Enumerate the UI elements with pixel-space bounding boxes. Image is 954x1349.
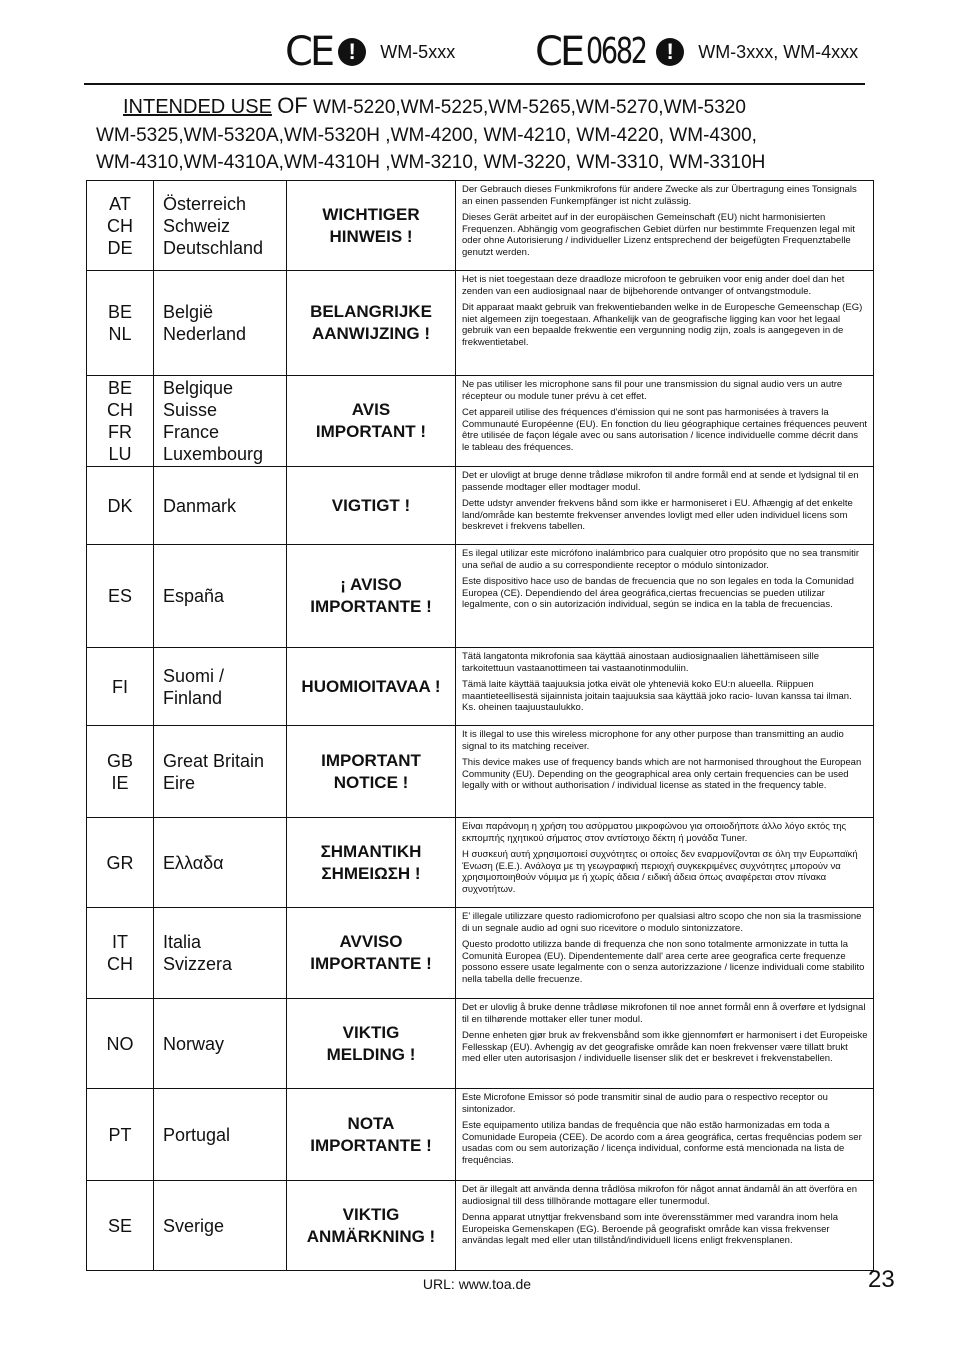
country-row xyxy=(87,648,874,726)
country-codes xyxy=(87,908,154,999)
notice-heading-line: BELANGRIJKE xyxy=(310,302,432,321)
notice-paragraph: Dit apparaat maakt gebruik van frekwentiebanden welke in de Europesche Gemeenschap (EG) niet algemeen zijn toegestaan. Afhankelijk van de geografische ligging kan voor het legaal gebruik van een bepaalde frekwentie een vergunning nodig zijn, zoals is aangegeven in de frekwentietabel. xyxy=(462,302,863,348)
notice-heading-line: IMPORTANT xyxy=(321,750,421,770)
country-name: Ελλαδα xyxy=(163,852,224,873)
notice-paragraph: Denna apparat utnyttjar frekvensband som inte överensstämmer med varandra inom hela Europeiska Gemenskapen (EG). Beroende på geografiskt område kan vissa frekvenser användas legalt med eller utan tillstånd/individuell licens enligt frekvensplanen. xyxy=(462,1212,838,1246)
alert-icon: ! xyxy=(656,38,684,66)
country-code: FI xyxy=(112,676,128,697)
ce-logo: CE xyxy=(535,29,583,75)
notice-text xyxy=(456,376,874,467)
country-row xyxy=(87,999,874,1089)
country-codes xyxy=(87,726,154,818)
notice-paragraph: Tätä langatonta mikrofonia saa käyttää ainostaan audiosignaalien lähettämiseen sille tarkoitettuun vastaanottimeen tai vastaanotinmoduliin. xyxy=(462,651,820,674)
notice-heading-line: ¡ AVISO xyxy=(340,575,402,594)
country-code: BE xyxy=(107,378,132,398)
notice-heading-line: ANMÄRKNING ! xyxy=(306,1226,436,1246)
notice-text xyxy=(456,467,874,545)
country-codes xyxy=(87,1181,154,1271)
country-name: Belgique xyxy=(163,378,234,398)
country-code: CH xyxy=(107,400,133,420)
country-name: Deutschland xyxy=(163,237,264,258)
notice-heading xyxy=(287,726,456,818)
notice-heading xyxy=(287,999,456,1089)
country-codes xyxy=(87,271,154,376)
country-name: Portugal xyxy=(163,1124,231,1145)
notice-paragraph: Este equipamento utiliza bandas de frequência que não estão harmonizadas em toda a Comunidade Europeia (CEE). De acordo com a área geográfica, certas frequências podem ser usadas com ou sem autorização / licença individual, conforme está mencionada na lista de frequências. xyxy=(462,1120,862,1166)
country-names xyxy=(154,376,287,467)
country-name: Sverige xyxy=(163,1215,225,1236)
notice-paragraph: Het is niet toegestaan deze draadloze microfoon te gebruiken voor enig ander doel dan het zenden van een audiosignaal naar de bijbehorende ontvanger of ontvangstmodule. xyxy=(462,274,845,297)
country-codes xyxy=(87,545,154,648)
country-notice-table xyxy=(86,180,874,1271)
country-name: Svizzera xyxy=(163,954,233,974)
country-names xyxy=(154,648,287,726)
notice-paragraph: Denne enheten gjør bruk av frekvensbånd som ikke gjennomført er harmonisert i det Europeiske Fellesskap (EU). Avhengig av det geografiske område kan noen frekvenser være tillatt brukt med eller uten autorisasjon / individuelle lisenser slik det er beskrevet i frekvenstabellen. xyxy=(462,1030,868,1064)
notice-text xyxy=(456,818,874,908)
country-name: Great Britain xyxy=(163,750,265,771)
country-code: CH xyxy=(107,954,133,974)
country-row xyxy=(87,545,874,648)
country-codes xyxy=(87,467,154,545)
country-code: CH xyxy=(107,215,133,236)
notice-paragraph: Είναι παράνομη η χρήση του ασύρματου μικροφώνου για οποιοδήποτε άλλο λόγο εκτός της εκπομπής ηχητικού σήματος στον αντίστοιχο δέκτη ή μονάδα Tuner. xyxy=(462,821,847,844)
intro-of: OF xyxy=(277,93,308,118)
notice-heading xyxy=(287,1181,456,1271)
notice-paragraph: Este Microfone Emissor só pode transmitir sinal de audio para o respectivo receptor ou sintonizador. xyxy=(462,1092,828,1115)
notice-heading xyxy=(287,818,456,908)
notice-paragraph: E' illegale utilizzare questo radiomicrofono per qualsiasi altro scopo che non sia la trasmissione di un segnale audio ad ogni suo ricevitore o modulo sintonizzatore. xyxy=(462,911,862,934)
compliance-header xyxy=(0,30,954,80)
intended-use-intro xyxy=(96,92,856,177)
notice-heading-line: IMPORTANT ! xyxy=(315,422,427,441)
footer-url: URL: www.toa.de xyxy=(422,1276,532,1292)
country-code: DK xyxy=(107,495,133,516)
ce-mark-wm3-wm4 xyxy=(535,30,858,74)
country-name: Italia xyxy=(163,932,202,952)
country-names xyxy=(154,726,287,818)
notice-heading-line: AVIS xyxy=(351,400,391,419)
notice-heading xyxy=(287,545,456,648)
notice-heading-line: IMPORTANTE ! xyxy=(310,1135,432,1155)
notice-heading-line: VIKTIG xyxy=(342,1204,400,1224)
country-code: GR xyxy=(106,852,134,873)
notice-heading-line: WICHTIGER xyxy=(322,204,420,224)
country-code: GB xyxy=(106,750,133,771)
country-row xyxy=(87,1089,874,1181)
notice-paragraph: Det er ulovligt at bruge denne trådløse mikrofon til andre formål end at sende et lydsignal til en passende modtager eller modtager modul. xyxy=(462,470,859,493)
model-label: WM-5xxx xyxy=(380,41,456,62)
notice-heading xyxy=(287,181,456,271)
notice-text xyxy=(456,1089,874,1181)
country-name: Schweiz xyxy=(163,215,231,236)
notice-paragraph: Tämä laite käyttää taajuuksia jotka eivät ole yhteneviä koko EU:n alueella. Riippuen maantieteellisestä sijainnista joitain taajuuksia saa käyttää joko racio- luvan kanssa tai ilman. Ks. oheinen taajuustaulukko. xyxy=(462,679,852,713)
notice-heading-line: VIGTIGT ! xyxy=(331,495,411,515)
country-row xyxy=(87,467,874,545)
notice-heading xyxy=(287,1089,456,1181)
model-list-2: WM-5325,WM-5320A,WM-5320H ,WM-4200, WM-4210, WM-4220, WM-4300, xyxy=(96,124,757,146)
country-name: España xyxy=(163,586,225,606)
country-code: AT xyxy=(109,193,131,214)
notice-heading-line: VIKTIG xyxy=(342,1022,400,1042)
notice-heading xyxy=(287,908,456,999)
country-name: Suisse xyxy=(163,400,218,420)
notice-text xyxy=(456,999,874,1089)
notice-heading-line: AVVISO xyxy=(339,932,403,951)
notice-paragraph: Det er ulovlig å bruke denne trådløse mikrofonen til noe annet formål enn å overføre et lydsignal til en tilhørende mottaker eller tuner modul. xyxy=(462,1002,866,1025)
country-code: BE xyxy=(107,302,132,322)
country-codes xyxy=(87,181,154,271)
notice-heading-line: HUOMIOITAVAA ! xyxy=(301,676,441,696)
intended-use-heading: INTENDED USE xyxy=(123,96,272,118)
notice-heading xyxy=(287,376,456,467)
notice-paragraph: Cet appareil utilise des fréquences d'émission qui ne sont pas harmonisées à travers la Communauté Européenne (EU). En fonction du lieu géographique certaines fréquences peuvent être utilisée de façon légale avec ou sans autorisation / licence individuelle comme décrit dans le tableau des fréquences. xyxy=(462,407,868,453)
country-row xyxy=(87,1181,874,1271)
model-list-1: WM-5220,WM-5225,WM-5265,WM-5270,WM-5320 xyxy=(307,97,746,118)
country-name: Luxembourg xyxy=(163,444,264,464)
notice-paragraph: Este dispositivo hace uso de bandas de frecuencia que no son legales en toda la Comunidad Europea (CE). Dependiendo del área geográfica,ciertas frecuencias se pueden utilizar legalmente, con o sin autorización individual, según se indica en la tabla de frecuencias. xyxy=(462,576,854,610)
notice-paragraph: Dieses Gerät arbeitet auf in der europäischen Gemeinschaft (EU) nicht harmonisierten Frequenzen. Abhängig vom geografischen Gebiet dürfen nur bestimmte Frequenzen legal mit oder ohne Autorisierung / individueller Lizenz entsprechend der beigefügten Frequenztabelle genutzt werden. xyxy=(462,212,855,258)
country-code: IE xyxy=(111,772,129,793)
country-name: België xyxy=(163,302,214,322)
country-row xyxy=(87,271,874,376)
country-names xyxy=(154,999,287,1089)
country-row xyxy=(87,818,874,908)
notice-heading-line: IMPORTANTE ! xyxy=(310,597,432,616)
notice-text xyxy=(456,726,874,818)
notice-text xyxy=(456,648,874,726)
country-codes xyxy=(87,648,154,726)
notice-text xyxy=(456,181,874,271)
model-list-3: WM-4310,WM-4310A,WM-4310H ,WM-3210, WM-3220, WM-3310, WM-3310H xyxy=(96,152,766,173)
country-code: NO xyxy=(106,1033,134,1054)
country-names xyxy=(154,181,287,271)
country-name: Finland xyxy=(163,687,223,708)
country-code: ES xyxy=(107,586,132,606)
country-codes xyxy=(87,818,154,908)
country-name: Norway xyxy=(163,1033,225,1054)
notice-heading xyxy=(287,648,456,726)
notice-heading-line: NOTICE ! xyxy=(333,772,409,792)
notice-paragraph: Ne pas utiliser les microphone sans fil pour une transmission du signal audio vers un autre récepteur ou module tuner prévu à cet effet. xyxy=(462,379,843,402)
page-number: 23 xyxy=(868,1266,895,1293)
country-names xyxy=(154,1181,287,1271)
notice-paragraph: Det är illegalt att använda denna trådlösa mikrofon för något annat ändamål än att överföra en audiosignal till dess tillhörande mottagare eller tunermodul. xyxy=(462,1184,858,1207)
country-codes xyxy=(87,1089,154,1181)
notice-text xyxy=(456,908,874,999)
notice-text xyxy=(456,545,874,648)
country-name: Österreich xyxy=(163,193,247,214)
country-name: France xyxy=(163,422,220,442)
notice-heading-line: AANWIJZING ! xyxy=(311,324,431,343)
country-names xyxy=(154,545,287,648)
notice-paragraph: This device makes use of frequency bands which are not harmonised throughout the European Community (EU). Depending on the geographical area only certain frequencies can be used legally with or without authorisation / individual license as stated in the frequency table. xyxy=(462,757,862,791)
notice-heading-line: ΣΗΜΑΝΤΙΚΗ xyxy=(320,841,422,861)
country-row xyxy=(87,376,874,467)
country-row xyxy=(87,181,874,271)
country-row xyxy=(87,726,874,818)
country-names xyxy=(154,908,287,999)
country-code: DE xyxy=(107,237,133,258)
ce-logo: CE xyxy=(285,29,333,75)
notice-text xyxy=(456,271,874,376)
country-code: NL xyxy=(108,324,132,344)
country-name: Danmark xyxy=(163,495,237,516)
country-name: Suomi / xyxy=(163,665,225,686)
notice-heading-line: ΣΗΜΕΙΩΣΗ ! xyxy=(321,863,421,883)
country-row xyxy=(87,908,874,999)
country-codes xyxy=(87,376,154,467)
country-code: FR xyxy=(108,422,132,442)
country-name: Eire xyxy=(163,772,196,793)
intro-line-1 xyxy=(96,92,856,122)
alert-icon: ! xyxy=(338,38,366,66)
notice-paragraph: Η συσκευή αυτή χρησιμοποιεί συχνότητες οι οποίες δεν εναρμονίζονται σε όλη την Ευρωπαϊκή Ένωση (Ε.Ε.). Ανάλογα με τη γεωγραφική περιοχή συγκεκριμένες συχνότητες μπορούν να χρησιμοποιηθούν νόμιμα με ή χωρίς άδεια / ειδική άδεια όπως αναφέρεται στον πίνακα συχνοτήτων. xyxy=(462,849,858,895)
country-codes xyxy=(87,999,154,1089)
notice-heading-line: MELDING ! xyxy=(326,1044,416,1064)
notice-heading-line: IMPORTANTE ! xyxy=(310,954,432,973)
notice-paragraph: It is illegal to use this wireless microphone for any other purpose than transmitting an audio signal to its matching receiver. xyxy=(462,729,844,752)
notice-heading xyxy=(287,271,456,376)
country-names xyxy=(154,818,287,908)
notice-heading-line: HINWEIS ! xyxy=(329,226,413,246)
country-code: PT xyxy=(108,1124,132,1145)
notified-body-number: 0682 xyxy=(586,31,646,72)
country-names xyxy=(154,1089,287,1181)
country-names xyxy=(154,271,287,376)
country-names xyxy=(154,467,287,545)
model-label: WM-3xxx, WM-4xxx xyxy=(698,41,859,62)
notice-paragraph: Questo prodotto utilizza bande di frequenza che non sono totalmente armonizzate in tutta la Comunità Europea (EU). Dipendentemente dall' area certe aree geografica certe frequenze possono essere usate legalmente con o senza autorizzazione / licenze individuali come stabilito nella tabella delle frecuenze. xyxy=(462,939,865,985)
country-code: SE xyxy=(107,1215,132,1236)
country-code: LU xyxy=(108,444,132,464)
country-code: IT xyxy=(112,932,128,952)
notice-text xyxy=(456,1181,874,1271)
notice-paragraph: Der Gebrauch dieses Funkmikrofons für andere Zwecke als zur Übertragung eines Tonsignals an einen passenden Funkempfänger ist nicht zulässig. xyxy=(462,184,857,207)
country-name: Nederland xyxy=(163,324,247,344)
ce-mark-wm5 xyxy=(285,30,455,74)
notice-heading xyxy=(287,467,456,545)
notice-heading-line: NOTA xyxy=(347,1113,395,1133)
notice-paragraph: Dette udstyr anvender frekvens bånd som ikke er harmoniseret i EU. Afhængig af det enkelte land/område kan bestemte frekvenser anvendes lovligt med eller uden individuel licens som beskrevet i frekvens tabellen. xyxy=(462,498,853,532)
notice-paragraph: Es ilegal utilizar este micrófono inalámbrico para cualquier otro propósito que no sea transmitir una señal de audio a su correspondiente receptor o módulo sintonizador. xyxy=(462,548,860,571)
header-divider xyxy=(84,83,865,85)
